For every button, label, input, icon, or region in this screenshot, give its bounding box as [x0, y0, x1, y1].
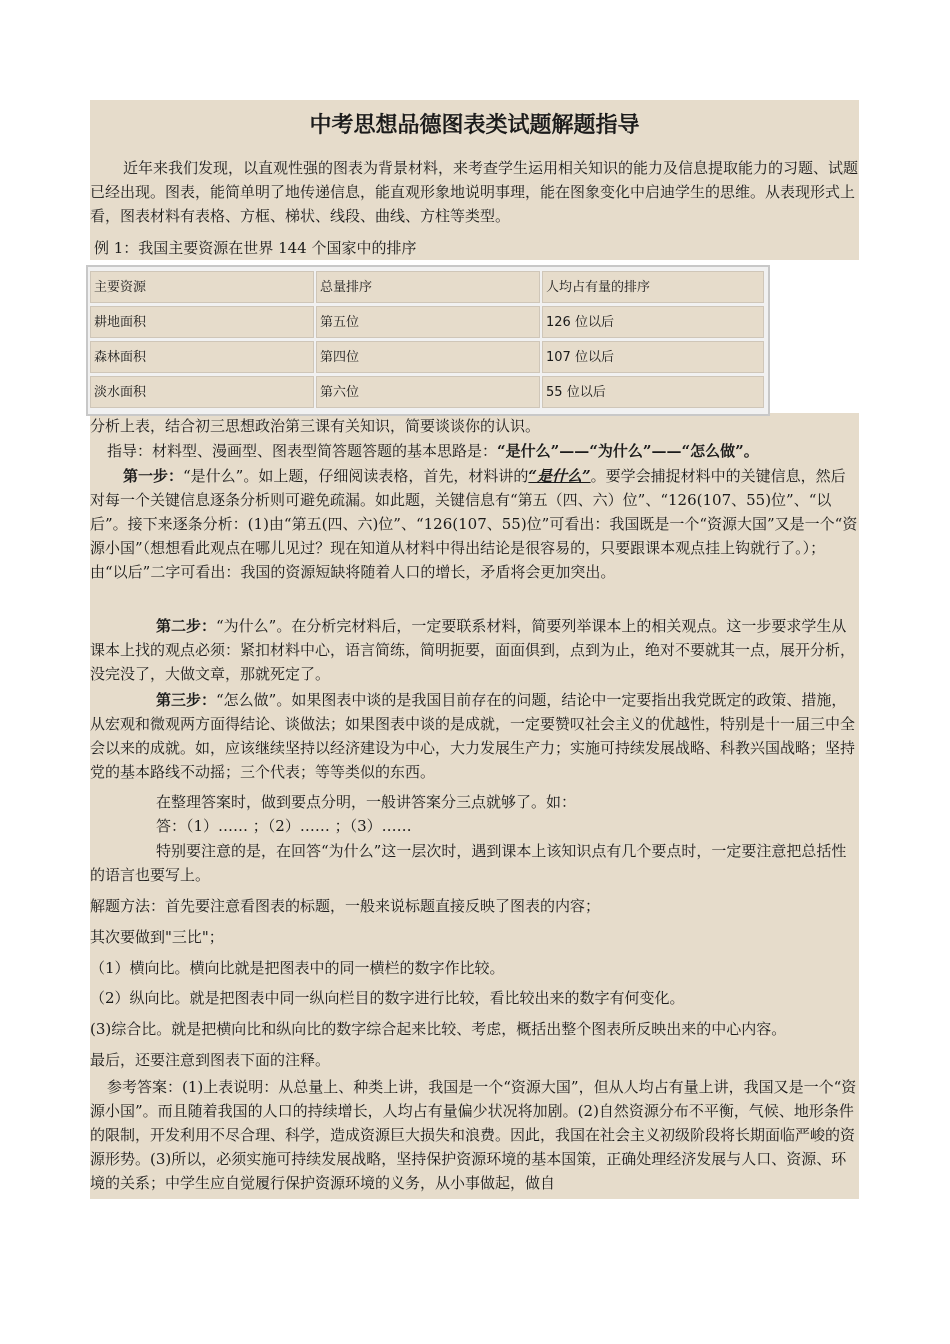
table-header-cell: 总量排序: [316, 271, 540, 303]
guide-paragraph: [90, 439, 876, 463]
step1-emphasis: “是什么”: [528, 467, 591, 485]
method-line: （1）横向比。横向比就是把图表中的同一横栏的数字作比较。: [90, 959, 505, 977]
step2-label: 第二步：: [156, 617, 217, 635]
step1-text-a: “是什么”。如上题，仔细阅读表格，首先，材料讲的: [183, 467, 529, 485]
step3-label: 第三步：: [156, 691, 217, 709]
step1-text-b: 。要学会捕捉材料中的关键信息，然后对每一个关键信息逐条分析则可避免疏漏。如此题，关键信息有“第五（四、六）位”、“126(107、55)位”、“以后”。接下来逐条分析：(1)由“第五(四、六)位”、“126(107、55)位”可看出：我国既是一个“资源大国”又是一个“资源小国”（想想看此观点在哪儿见过？现在知道从材料中得出结论是很容易的，只要跟课本观点挂上钩就行了。）；由“以后”二字可看出：我国的资源短缺将随着人口的增长，矛盾将会更加突出。: [90, 467, 858, 581]
method-line: (3)综合比。就是把横向比和纵向比的数字综合起来比较、考虑，概括出整个图表所反映出来的中心内容。: [90, 1020, 787, 1038]
guide-lead: 指导：材料型、漫画型、图表型简答题答题的基本思路是：: [107, 442, 498, 460]
rank-suffix: 位以后: [574, 350, 614, 365]
step3-text: “怎么做”。如果图表中谈的是我国目前存在的问题，结论中一定要指出我党既定的政策、措施，从宏观和微观两方面得结论、谈做法；如果图表中谈的是成就，一定要赞叹社会主义的优越性，特别是十一届三中全会以来的成就。如，应该继续坚持以经济建设为中心，大力发展生产力；实施可持续发展战略、科教兴国战略；坚持党的基本路线不动摇；三个代表；等等类似的东西。: [90, 691, 856, 781]
example-label: 例 1：我国主要资源在世界 144 个国家中的排序: [94, 239, 417, 257]
method-line: （2）纵向比。就是把图表中同一纵向栏目的数字进行比较，看比较出来的数字有何变化。: [90, 989, 685, 1007]
table-header-cell: 人均占有量的排序: [542, 271, 764, 303]
special-note: 特别要注意的是，在回答“为什么”这一层次时，遇到课本上该知识点有几个要点时，一定要注意把总括性的语言也要写上。: [90, 842, 847, 884]
resource-table: [86, 265, 770, 416]
answer-format: 答：（1）…… ；（2）…… ；（3）……: [156, 817, 412, 835]
step2-paragraph: [90, 614, 859, 686]
organize-text: 在整理答案时，做到要点分明，一般讲答案分三点就够了。如：: [156, 793, 577, 811]
step1-label: 第一步：: [123, 467, 184, 485]
question-text: 分析上表，结合初三思想政治第三课有关知识，简要谈谈你的认识。: [90, 417, 541, 435]
table-cell: 淡水面积: [90, 376, 314, 408]
method-line: 最后，还要注意到图表下面的注释。: [90, 1051, 331, 1069]
step2-text: “为什么”。在分析完材料后，一定要联系材料，简要列举课本上的相关观点。这一步要求学生从课本上找的观点必须：紧扣材料中心，语言简练，简明扼要，面面俱到，点到为止，绝对不要就其一点，展开分析，没完没了，大做文章，那就死定了。: [90, 617, 856, 683]
intro-paragraph: 近年来我们发现，以直观性强的图表为背景材料，来考查学生运用相关知识的能力及信息提取能力的习题、试题已经出现。图表，能简单明了地传递信息，能直观形象地说明事理，能在图象变化中启迪学生的思维。从表现形式上看，图表材料有表格、方框、梯状、线段、曲线、方柱等类型。: [90, 159, 859, 225]
method-line: 其次要做到"三比"；: [90, 928, 224, 946]
step3-paragraph: [90, 688, 859, 784]
table-cell: [542, 306, 764, 338]
table-cell: 耕地面积: [90, 306, 314, 338]
rank-suffix: 位以后: [566, 385, 606, 400]
method-line: 解题方法：首先要注意看图表的标题，一般来说标题直接反映了图表的内容；: [90, 897, 601, 915]
rank-suffix: 位以后: [574, 315, 614, 330]
table-cell: 森林面积: [90, 341, 314, 373]
table-cell: 第五位: [316, 306, 540, 338]
rank-number: 107: [546, 350, 571, 365]
table-cell: 第四位: [316, 341, 540, 373]
page-title: 中考思想品德图表类试题解题指导: [309, 112, 640, 138]
rank-number: 55: [546, 385, 563, 400]
table-cell: [542, 341, 764, 373]
guide-emphasis: “是什么”——“为什么”——“怎么做”。: [497, 442, 759, 460]
table-header-cell: 主要资源: [90, 271, 314, 303]
table-cell: [542, 376, 764, 408]
table-cell: 第六位: [316, 376, 540, 408]
step1-paragraph: [90, 464, 859, 584]
rank-number: 126: [546, 315, 571, 330]
reference-answer: 参考答案：(1)上表说明：从总量上、种类上讲，我国是一个“资源大国”，但从人均占有量上讲，我国又是一个“资源小国”。而且随着我国的人口的持续增长，人均占有量偏少状况将加剧。(2)自然资源分布不平衡，气候、地形条件的限制，开发利用不尽合理、科学，造成资源巨大损失和浪费。因此，我国在社会主义初级阶段将长期面临严峻的资源形势。(3)所以，必须实施可持续发展战略，坚持保护资源环境的基本国策，正确处理经济发展与人口、资源、环境的关系；中学生应自觉履行保护资源环境的义务，从小事做起，做自: [90, 1078, 857, 1192]
